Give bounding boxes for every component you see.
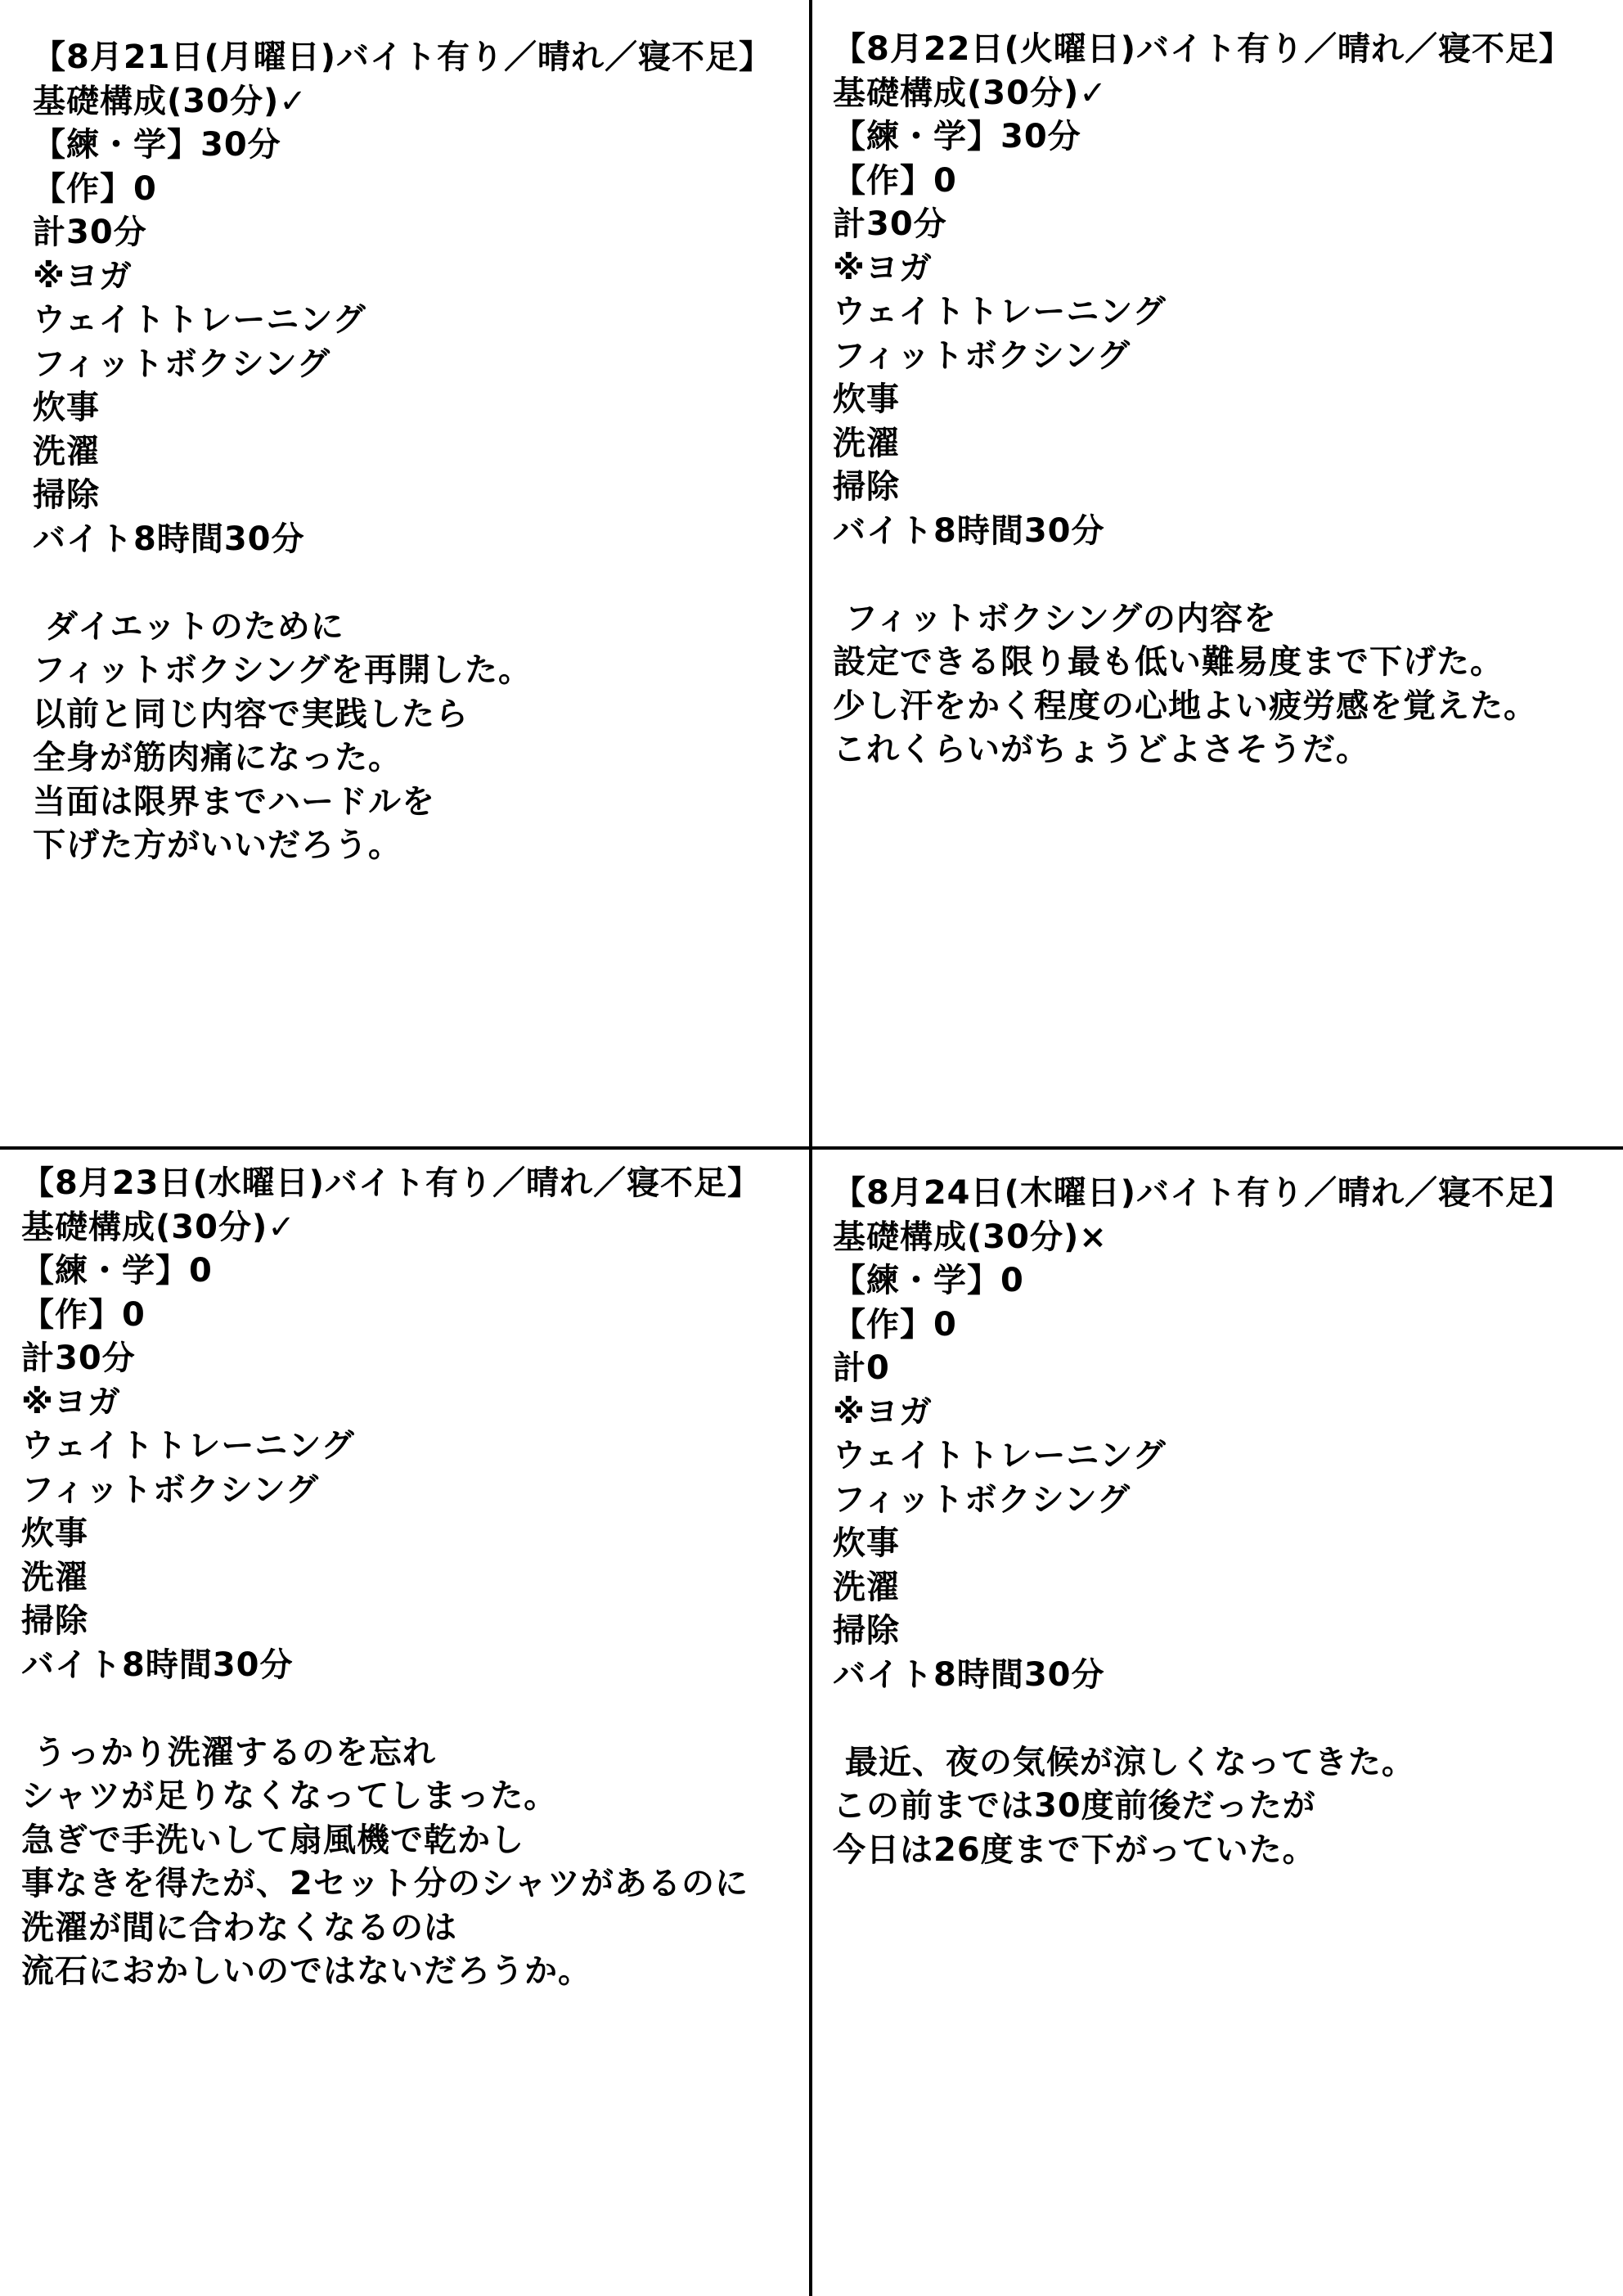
- log-line: 計30分: [33, 214, 147, 251]
- log-line: バイト8時間30分: [833, 511, 1105, 550]
- log-line: 掃除: [21, 1602, 88, 1640]
- entry-header: 【8月24日(木曜日)バイト有り／晴れ／寝不足】: [833, 1174, 1573, 1212]
- diary-entry-aug-22: [833, 28, 1594, 772]
- journal-line: ダイエットのために: [33, 607, 344, 646]
- journal-line: フィットボクシングを再開した。: [33, 651, 532, 689]
- entry-header: 【8月23日(水曜日)バイト有り／晴れ／寝不足】: [21, 1164, 762, 1202]
- journal-line: 最近、夜の気候が涼しくなってきた。: [833, 1743, 1415, 1781]
- journal-line: 下げた方がいいだろう。: [33, 826, 402, 864]
- activity-log: [33, 80, 794, 562]
- log-line: 洗濯: [33, 432, 100, 470]
- log-line: 炊事: [33, 389, 100, 426]
- log-line: ※ヨガ: [21, 1383, 121, 1421]
- journal-line: 設定できる限り最も低い難易度まで下げた。: [833, 643, 1504, 681]
- log-line: 【練・学】0: [833, 1262, 1024, 1299]
- log-line: ※ヨガ: [833, 1393, 933, 1431]
- log-line: 掃除: [33, 476, 100, 514]
- activity-log: [21, 1206, 782, 1688]
- log-line: 基礎構成(30分)✓: [833, 74, 1108, 112]
- journal-line: 当面は限界までハードルを: [33, 782, 435, 821]
- log-line: ウェイトトレーニング: [33, 301, 366, 339]
- journal-line: 流石におかしいのではないだろうか。: [21, 1952, 591, 1990]
- log-line: バイト8時間30分: [33, 520, 305, 558]
- horizontal-divider: [0, 1146, 1623, 1150]
- log-line: ウェイトトレーニング: [833, 1437, 1167, 1474]
- spacer: [833, 1697, 1594, 1741]
- log-line: 計30分: [21, 1339, 136, 1377]
- log-line: 【練・学】30分: [833, 118, 1081, 155]
- log-line: 【練・学】0: [21, 1252, 213, 1290]
- diary-entry-aug-23: [21, 1162, 782, 1994]
- log-line: フィットボクシング: [833, 1480, 1131, 1519]
- diary-entry-aug-21: [33, 36, 794, 868]
- journal-line: 全身が筋肉痛になった。: [33, 739, 402, 777]
- journal-line: うっかり洗濯するのを忘れ: [21, 1733, 436, 1772]
- journal-line: シャツが足りなくなってしまった。: [21, 1777, 558, 1815]
- entry-header: 【8月22日(火曜日)バイト有り／晴れ／寝不足】: [833, 30, 1573, 68]
- spacer: [833, 553, 1594, 597]
- journal-line: この前までは30度前後だったが: [833, 1787, 1316, 1825]
- journal-line: 今日は26度まで下がっていた。: [833, 1830, 1316, 1869]
- log-line: ※ヨガ: [33, 257, 133, 295]
- log-line: 【作】0: [21, 1295, 146, 1334]
- log-line: 計0: [833, 1349, 890, 1387]
- journal-line: これくらいがちょうどよさそうだ。: [833, 731, 1369, 768]
- log-line: フィットボクシング: [833, 336, 1131, 375]
- entry-header: 【8月21日(月曜日)バイト有り／晴れ／寝不足】: [33, 38, 773, 76]
- log-line: 基礎構成(30分)✓: [33, 82, 308, 120]
- journal-text: [33, 606, 794, 868]
- journal-line: フィットボクシングの内容を: [833, 599, 1277, 637]
- log-line: 【作】0: [833, 161, 957, 200]
- journal-text: [21, 1731, 782, 1994]
- log-line: ウェイトトレーニング: [833, 293, 1167, 331]
- log-line: 炊事: [833, 380, 900, 418]
- log-line: 洗濯: [21, 1558, 88, 1596]
- diary-entry-aug-24: [833, 1172, 1594, 1872]
- journal-line: 洗濯が間に合わなくなるのは: [21, 1908, 457, 1947]
- log-line: フィットボクシング: [21, 1470, 319, 1509]
- log-line: 【作】0: [833, 1305, 957, 1344]
- log-line: ウェイトトレーニング: [21, 1427, 355, 1465]
- log-line: 洗濯: [833, 1568, 900, 1606]
- log-line: 基礎構成(30分)×: [833, 1218, 1108, 1256]
- log-line: 掃除: [833, 1612, 900, 1650]
- log-line: 炊事: [833, 1524, 900, 1562]
- log-line: フィットボクシング: [33, 344, 330, 383]
- journal-line: 以前と同じ内容で実践したら: [33, 695, 469, 733]
- log-line: ※ヨガ: [833, 249, 933, 287]
- journal-line: 急ぎで手洗いして扇風機で乾かし: [21, 1821, 524, 1859]
- log-line: 計30分: [833, 205, 947, 243]
- journal-text: [833, 1741, 1594, 1873]
- log-line: バイト8時間30分: [21, 1645, 294, 1684]
- log-line: 【作】0: [33, 169, 157, 208]
- log-line: 【練・学】30分: [33, 126, 281, 164]
- spacer: [21, 1687, 782, 1731]
- journal-line: 少し汗をかく程度の心地よい疲労感を覚えた。: [833, 687, 1537, 725]
- activity-log: [833, 72, 1594, 554]
- log-line: 炊事: [21, 1515, 88, 1552]
- activity-log: [833, 1216, 1594, 1698]
- log-line: バイト8時間30分: [833, 1655, 1105, 1694]
- journal-line: 事なきを得たが、2セット分のシャツがあるのに: [21, 1865, 749, 1902]
- log-line: 基礎構成(30分)✓: [21, 1208, 296, 1246]
- spacer: [33, 561, 794, 606]
- journal-text: [833, 597, 1594, 772]
- log-line: 掃除: [833, 468, 900, 506]
- log-line: 洗濯: [833, 424, 900, 462]
